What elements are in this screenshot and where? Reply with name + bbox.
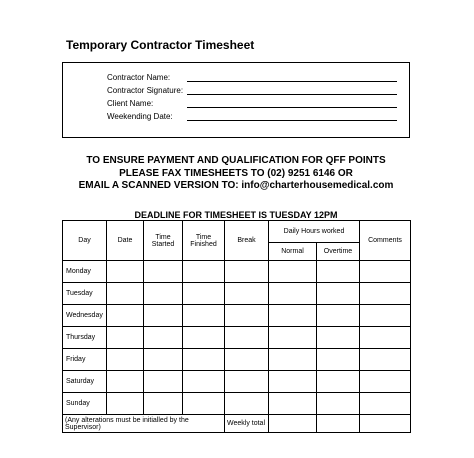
time-finished-cell[interactable]: [183, 327, 225, 349]
header-comments: Comments: [360, 221, 411, 261]
table-footer-row: [63, 415, 411, 433]
break-cell[interactable]: [225, 393, 269, 415]
day-monday: Monday: [63, 261, 107, 283]
weekly-total-comments-cell[interactable]: [360, 415, 411, 433]
break-cell[interactable]: [225, 371, 269, 393]
notice-line-3: EMAIL A SCANNED VERSION TO: info@charterhousemedical.com: [78, 180, 394, 191]
date-cell[interactable]: [107, 393, 144, 415]
notice-line-1: TO ENSURE PAYMENT AND QUALIFICATION FOR QFF POINTS: [86, 155, 386, 166]
table-row: [63, 283, 411, 305]
header-overtime: Overtime: [317, 243, 360, 261]
table-row: [63, 371, 411, 393]
date-cell[interactable]: [107, 261, 144, 283]
break-cell[interactable]: [225, 305, 269, 327]
header-daily-hours: Daily Hours worked: [269, 221, 360, 243]
day-thursday: Thursday: [63, 327, 107, 349]
time-started-cell[interactable]: [144, 371, 183, 393]
table-row: [63, 261, 411, 283]
comments-cell[interactable]: [360, 371, 411, 393]
normal-hours-cell[interactable]: [269, 305, 317, 327]
time-finished-cell[interactable]: [183, 261, 225, 283]
header-normal: Normal: [269, 243, 317, 261]
table-row: [63, 327, 411, 349]
overtime-cell[interactable]: [317, 393, 360, 415]
time-started-cell[interactable]: [144, 327, 183, 349]
time-finished-cell[interactable]: [183, 283, 225, 305]
page-title: Temporary Contractor Timesheet: [66, 38, 255, 52]
contractor-info-box: [62, 62, 410, 138]
normal-hours-cell[interactable]: [269, 371, 317, 393]
time-finished-cell[interactable]: [183, 349, 225, 371]
table-row: [63, 305, 411, 327]
day-saturday: Saturday: [63, 371, 107, 393]
contractor-name-label: Contractor Name:: [107, 73, 171, 82]
break-cell[interactable]: [225, 349, 269, 371]
client-name-field[interactable]: [187, 107, 397, 108]
overtime-cell[interactable]: [317, 283, 360, 305]
header-break: Break: [225, 221, 269, 261]
header-day: Day: [63, 221, 107, 261]
normal-hours-cell[interactable]: [269, 349, 317, 371]
day-tuesday: Tuesday: [63, 283, 107, 305]
time-started-cell[interactable]: [144, 261, 183, 283]
time-finished-cell[interactable]: [183, 305, 225, 327]
header-date: Date: [107, 221, 144, 261]
overtime-cell[interactable]: [317, 349, 360, 371]
normal-hours-cell[interactable]: [269, 393, 317, 415]
overtime-cell[interactable]: [317, 327, 360, 349]
notice-line-2: PLEASE FAX TIMESHEETS TO (02) 9251 6146 OR: [119, 168, 353, 179]
weekending-date-label: Weekending Date:: [107, 112, 173, 121]
normal-hours-cell[interactable]: [269, 283, 317, 305]
day-sunday: Sunday: [63, 393, 107, 415]
break-cell[interactable]: [225, 261, 269, 283]
header-time-started: Time Started: [144, 221, 183, 261]
overtime-cell[interactable]: [317, 305, 360, 327]
day-friday: Friday: [63, 349, 107, 371]
weekly-total-normal-cell[interactable]: [269, 415, 317, 433]
overtime-cell[interactable]: [317, 261, 360, 283]
normal-hours-cell[interactable]: [269, 261, 317, 283]
weekending-date-field[interactable]: [187, 120, 397, 121]
contractor-signature-label: Contractor Signature:: [107, 86, 184, 95]
comments-cell[interactable]: [360, 283, 411, 305]
comments-cell[interactable]: [360, 393, 411, 415]
break-cell[interactable]: [225, 327, 269, 349]
client-name-label: Client Name:: [107, 99, 154, 108]
date-cell[interactable]: [107, 371, 144, 393]
table-row: [63, 349, 411, 371]
comments-cell[interactable]: [360, 261, 411, 283]
day-wednesday: Wednesday: [63, 305, 107, 327]
comments-cell[interactable]: [360, 305, 411, 327]
contractor-signature-field[interactable]: [187, 94, 397, 95]
date-cell[interactable]: [107, 327, 144, 349]
overtime-cell[interactable]: [317, 371, 360, 393]
weekly-total-label: Weekly total: [225, 415, 269, 433]
header-time-finished: Time Finished: [183, 221, 225, 261]
alterations-note: (Any alterations must be initialled by the Supervisor): [63, 415, 225, 433]
contractor-name-field[interactable]: [187, 81, 397, 82]
date-cell[interactable]: [107, 349, 144, 371]
timesheet-table: [62, 220, 411, 433]
time-started-cell[interactable]: [144, 349, 183, 371]
date-cell[interactable]: [107, 305, 144, 327]
time-started-cell[interactable]: [144, 305, 183, 327]
time-started-cell[interactable]: [144, 393, 183, 415]
time-finished-cell[interactable]: [183, 393, 225, 415]
date-cell[interactable]: [107, 283, 144, 305]
normal-hours-cell[interactable]: [269, 327, 317, 349]
comments-cell[interactable]: [360, 327, 411, 349]
break-cell[interactable]: [225, 283, 269, 305]
time-started-cell[interactable]: [144, 283, 183, 305]
weekly-total-overtime-cell[interactable]: [317, 415, 360, 433]
comments-cell[interactable]: [360, 349, 411, 371]
deadline-notice: DEADLINE FOR TIMESHEET IS TUESDAY 12PM: [134, 210, 338, 220]
table-row: [63, 393, 411, 415]
time-finished-cell[interactable]: [183, 371, 225, 393]
